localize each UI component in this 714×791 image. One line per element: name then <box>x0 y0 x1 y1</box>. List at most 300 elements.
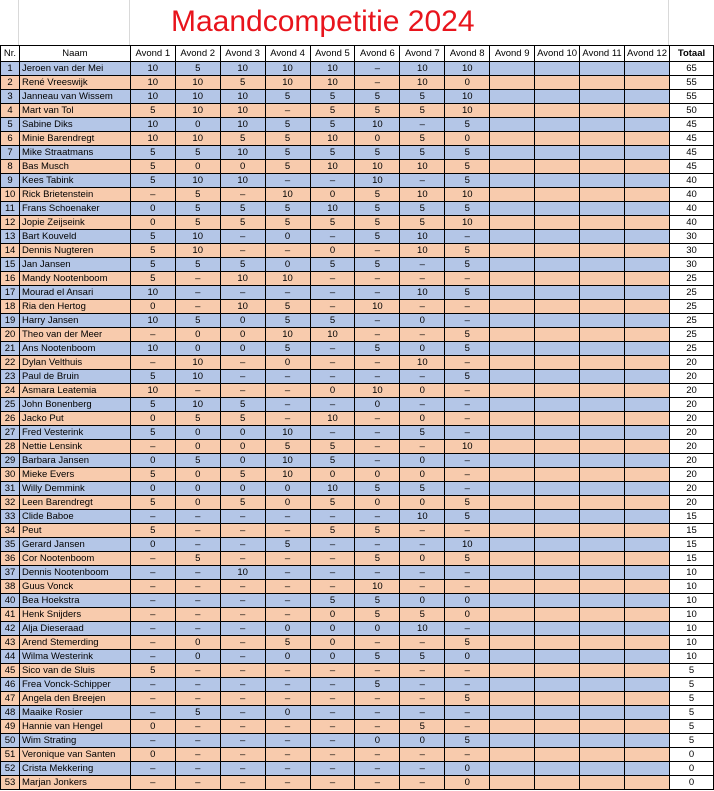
cell-avond-3[interactable]: – <box>220 244 265 258</box>
cell-avond-8[interactable]: 5 <box>445 328 490 342</box>
cell-naam[interactable]: Mourad el Ansari <box>19 286 130 300</box>
cell-avond-11[interactable] <box>580 76 625 90</box>
cell-nr[interactable]: 4 <box>1 104 20 118</box>
cell-avond-7[interactable]: 0 <box>400 734 445 748</box>
cell-avond-8[interactable]: 5 <box>445 342 490 356</box>
cell-avond-3[interactable]: – <box>220 594 265 608</box>
cell-avond-7[interactable]: – <box>400 748 445 762</box>
cell-avond-12[interactable] <box>625 188 670 202</box>
cell-nr[interactable]: 25 <box>1 398 20 412</box>
cell-avond-2[interactable]: 0 <box>175 468 220 482</box>
cell-avond-5[interactable]: – <box>310 342 355 356</box>
header-avond-8[interactable]: Avond 8 <box>445 46 490 62</box>
cell-nr[interactable]: 27 <box>1 426 20 440</box>
cell-avond-6[interactable]: – <box>355 328 400 342</box>
cell-naam[interactable]: Fred Vesterink <box>19 426 130 440</box>
cell-avond-6[interactable]: 10 <box>355 174 400 188</box>
cell-avond-7[interactable]: 10 <box>400 286 445 300</box>
cell-avond-2[interactable]: 10 <box>175 76 220 90</box>
cell-avond-5[interactable]: 5 <box>310 118 355 132</box>
cell-avond-1[interactable]: 0 <box>130 720 175 734</box>
cell-avond-7[interactable]: 0 <box>400 454 445 468</box>
cell-avond-11[interactable] <box>580 706 625 720</box>
cell-avond-11[interactable] <box>580 678 625 692</box>
cell-avond-3[interactable]: – <box>220 356 265 370</box>
cell-avond-3[interactable]: 10 <box>220 272 265 286</box>
cell-avond-7[interactable]: 0 <box>400 384 445 398</box>
cell-avond-10[interactable] <box>535 622 580 636</box>
cell-totaal[interactable]: 15 <box>670 552 714 566</box>
cell-avond-7[interactable]: 5 <box>400 132 445 146</box>
cell-avond-8[interactable]: 5 <box>445 160 490 174</box>
cell-avond-4[interactable]: 5 <box>265 90 310 104</box>
cell-naam[interactable]: Wilma Westerink <box>19 650 130 664</box>
cell-avond-1[interactable]: – <box>130 510 175 524</box>
cell-avond-4[interactable]: 10 <box>265 272 310 286</box>
cell-avond-9[interactable] <box>490 524 535 538</box>
cell-avond-5[interactable]: 0 <box>310 608 355 622</box>
cell-totaal[interactable]: 45 <box>670 132 714 146</box>
cell-avond-10[interactable] <box>535 734 580 748</box>
cell-avond-5[interactable]: – <box>310 426 355 440</box>
cell-avond-10[interactable] <box>535 342 580 356</box>
cell-avond-10[interactable] <box>535 510 580 524</box>
cell-avond-5[interactable]: 5 <box>310 454 355 468</box>
cell-avond-6[interactable]: 5 <box>355 258 400 272</box>
cell-avond-1[interactable]: 10 <box>130 90 175 104</box>
cell-avond-11[interactable] <box>580 608 625 622</box>
cell-avond-7[interactable]: – <box>400 538 445 552</box>
cell-avond-12[interactable] <box>625 104 670 118</box>
cell-nr[interactable]: 33 <box>1 510 20 524</box>
cell-avond-10[interactable] <box>535 328 580 342</box>
cell-avond-10[interactable] <box>535 258 580 272</box>
cell-avond-10[interactable] <box>535 454 580 468</box>
cell-avond-12[interactable] <box>625 524 670 538</box>
cell-avond-1[interactable]: 0 <box>130 300 175 314</box>
header-avond-3[interactable]: Avond 3 <box>220 46 265 62</box>
cell-avond-10[interactable] <box>535 286 580 300</box>
cell-avond-7[interactable]: 0 <box>400 594 445 608</box>
cell-avond-6[interactable]: – <box>355 440 400 454</box>
cell-avond-12[interactable] <box>625 636 670 650</box>
cell-avond-4[interactable]: 0 <box>265 496 310 510</box>
cell-avond-4[interactable]: – <box>265 678 310 692</box>
cell-avond-3[interactable]: – <box>220 286 265 300</box>
cell-avond-4[interactable]: 10 <box>265 328 310 342</box>
cell-avond-3[interactable]: 10 <box>220 300 265 314</box>
cell-avond-4[interactable]: 10 <box>265 454 310 468</box>
cell-avond-11[interactable] <box>580 146 625 160</box>
cell-avond-1[interactable]: – <box>130 776 175 790</box>
cell-avond-11[interactable] <box>580 566 625 580</box>
cell-naam[interactable]: Sabine Diks <box>19 118 130 132</box>
cell-avond-3[interactable]: 5 <box>220 76 265 90</box>
cell-avond-12[interactable] <box>625 734 670 748</box>
cell-naam[interactable]: Frans Schoenaker <box>19 202 130 216</box>
cell-totaal[interactable]: 5 <box>670 678 714 692</box>
cell-avond-7[interactable]: 10 <box>400 76 445 90</box>
cell-naam[interactable]: Janneau van Wissem <box>19 90 130 104</box>
cell-avond-6[interactable]: 10 <box>355 118 400 132</box>
cell-avond-10[interactable] <box>535 412 580 426</box>
cell-avond-1[interactable]: 10 <box>130 76 175 90</box>
cell-avond-3[interactable]: 10 <box>220 104 265 118</box>
cell-avond-1[interactable]: – <box>130 594 175 608</box>
cell-avond-4[interactable]: – <box>265 664 310 678</box>
cell-avond-1[interactable]: – <box>130 356 175 370</box>
cell-nr[interactable]: 8 <box>1 160 20 174</box>
cell-totaal[interactable]: 5 <box>670 706 714 720</box>
cell-avond-9[interactable] <box>490 692 535 706</box>
cell-avond-10[interactable] <box>535 426 580 440</box>
cell-avond-5[interactable]: 5 <box>310 146 355 160</box>
cell-avond-7[interactable]: 10 <box>400 622 445 636</box>
cell-avond-2[interactable]: – <box>175 300 220 314</box>
cell-avond-9[interactable] <box>490 594 535 608</box>
cell-avond-9[interactable] <box>490 230 535 244</box>
cell-avond-5[interactable]: – <box>310 300 355 314</box>
cell-avond-2[interactable]: 10 <box>175 104 220 118</box>
cell-avond-5[interactable]: 10 <box>310 62 355 76</box>
cell-avond-1[interactable]: 0 <box>130 202 175 216</box>
cell-totaal[interactable]: 45 <box>670 146 714 160</box>
cell-avond-5[interactable]: – <box>310 776 355 790</box>
cell-avond-1[interactable]: – <box>130 734 175 748</box>
cell-avond-8[interactable]: – <box>445 706 490 720</box>
cell-avond-7[interactable]: – <box>400 272 445 286</box>
cell-totaal[interactable]: 5 <box>670 720 714 734</box>
cell-avond-1[interactable]: – <box>130 650 175 664</box>
cell-avond-3[interactable]: – <box>220 748 265 762</box>
cell-avond-11[interactable] <box>580 594 625 608</box>
cell-avond-6[interactable]: – <box>355 244 400 258</box>
cell-avond-4[interactable]: 5 <box>265 314 310 328</box>
cell-avond-3[interactable]: 10 <box>220 566 265 580</box>
cell-nr[interactable]: 26 <box>1 412 20 426</box>
cell-avond-12[interactable] <box>625 272 670 286</box>
cell-avond-6[interactable]: 10 <box>355 580 400 594</box>
cell-avond-3[interactable]: – <box>220 734 265 748</box>
cell-avond-2[interactable]: – <box>175 734 220 748</box>
cell-avond-6[interactable]: 5 <box>355 650 400 664</box>
cell-avond-3[interactable]: – <box>220 538 265 552</box>
cell-naam[interactable]: Marjan Jonkers <box>19 776 130 790</box>
cell-avond-6[interactable]: – <box>355 454 400 468</box>
cell-nr[interactable]: 35 <box>1 538 20 552</box>
cell-totaal[interactable]: 20 <box>670 496 714 510</box>
cell-avond-8[interactable]: 5 <box>445 202 490 216</box>
cell-avond-12[interactable] <box>625 622 670 636</box>
cell-totaal[interactable]: 55 <box>670 90 714 104</box>
cell-avond-11[interactable] <box>580 384 625 398</box>
cell-avond-8[interactable]: 5 <box>445 552 490 566</box>
cell-avond-12[interactable] <box>625 664 670 678</box>
cell-avond-7[interactable]: – <box>400 706 445 720</box>
cell-avond-5[interactable]: 0 <box>310 188 355 202</box>
cell-avond-10[interactable] <box>535 272 580 286</box>
cell-avond-9[interactable] <box>490 244 535 258</box>
cell-avond-12[interactable] <box>625 356 670 370</box>
cell-totaal[interactable]: 30 <box>670 230 714 244</box>
cell-avond-6[interactable]: 5 <box>355 608 400 622</box>
cell-avond-12[interactable] <box>625 762 670 776</box>
cell-avond-7[interactable]: 5 <box>400 216 445 230</box>
cell-avond-7[interactable]: 5 <box>400 426 445 440</box>
cell-naam[interactable]: Jan Jansen <box>19 258 130 272</box>
cell-avond-9[interactable] <box>490 356 535 370</box>
cell-avond-10[interactable] <box>535 748 580 762</box>
cell-avond-6[interactable]: 5 <box>355 594 400 608</box>
cell-nr[interactable]: 11 <box>1 202 20 216</box>
cell-avond-11[interactable] <box>580 272 625 286</box>
cell-avond-12[interactable] <box>625 608 670 622</box>
cell-avond-4[interactable]: 5 <box>265 160 310 174</box>
cell-avond-1[interactable]: – <box>130 580 175 594</box>
cell-naam[interactable]: Sico van de Sluis <box>19 664 130 678</box>
cell-avond-8[interactable]: – <box>445 412 490 426</box>
cell-avond-3[interactable]: 0 <box>220 482 265 496</box>
cell-avond-10[interactable] <box>535 244 580 258</box>
cell-avond-4[interactable]: 5 <box>265 216 310 230</box>
cell-avond-8[interactable]: – <box>445 664 490 678</box>
cell-avond-2[interactable]: – <box>175 538 220 552</box>
cell-avond-2[interactable]: 0 <box>175 160 220 174</box>
cell-avond-2[interactable]: – <box>175 608 220 622</box>
cell-avond-9[interactable] <box>490 566 535 580</box>
cell-avond-11[interactable] <box>580 216 625 230</box>
cell-naam[interactable]: Mart van Tol <box>19 104 130 118</box>
cell-avond-3[interactable]: 5 <box>220 468 265 482</box>
cell-avond-2[interactable]: 10 <box>175 356 220 370</box>
cell-avond-7[interactable]: – <box>400 692 445 706</box>
cell-avond-10[interactable] <box>535 216 580 230</box>
cell-nr[interactable]: 9 <box>1 174 20 188</box>
cell-nr[interactable]: 48 <box>1 706 20 720</box>
cell-naam[interactable]: Bea Hoekstra <box>19 594 130 608</box>
cell-avond-11[interactable] <box>580 650 625 664</box>
cell-nr[interactable]: 10 <box>1 188 20 202</box>
cell-avond-9[interactable] <box>490 496 535 510</box>
cell-avond-4[interactable]: – <box>265 286 310 300</box>
cell-avond-5[interactable]: – <box>310 748 355 762</box>
cell-avond-4[interactable]: – <box>265 566 310 580</box>
cell-avond-7[interactable]: – <box>400 580 445 594</box>
cell-avond-4[interactable]: – <box>265 552 310 566</box>
cell-avond-2[interactable]: 5 <box>175 188 220 202</box>
cell-avond-11[interactable] <box>580 300 625 314</box>
cell-avond-1[interactable]: 10 <box>130 314 175 328</box>
cell-avond-1[interactable]: 5 <box>130 664 175 678</box>
cell-avond-5[interactable]: – <box>310 286 355 300</box>
cell-avond-10[interactable] <box>535 188 580 202</box>
cell-avond-3[interactable]: 5 <box>220 132 265 146</box>
cell-avond-7[interactable]: 5 <box>400 482 445 496</box>
cell-avond-6[interactable]: – <box>355 286 400 300</box>
cell-avond-12[interactable] <box>625 426 670 440</box>
cell-avond-6[interactable]: 10 <box>355 384 400 398</box>
cell-avond-9[interactable] <box>490 258 535 272</box>
cell-naam[interactable]: Frea Vonck-Schipper <box>19 678 130 692</box>
cell-avond-11[interactable] <box>580 720 625 734</box>
cell-avond-10[interactable] <box>535 76 580 90</box>
cell-naam[interactable]: René Vreeswijk <box>19 76 130 90</box>
cell-nr[interactable]: 36 <box>1 552 20 566</box>
cell-avond-5[interactable]: – <box>310 720 355 734</box>
cell-avond-12[interactable] <box>625 258 670 272</box>
cell-avond-1[interactable]: 5 <box>130 370 175 384</box>
cell-avond-5[interactable]: 10 <box>310 328 355 342</box>
cell-avond-8[interactable]: 0 <box>445 76 490 90</box>
cell-naam[interactable]: Harry Jansen <box>19 314 130 328</box>
cell-avond-3[interactable]: – <box>220 188 265 202</box>
cell-avond-7[interactable]: 5 <box>400 608 445 622</box>
cell-avond-9[interactable] <box>490 90 535 104</box>
cell-avond-9[interactable] <box>490 104 535 118</box>
cell-avond-12[interactable] <box>625 594 670 608</box>
cell-avond-4[interactable]: 10 <box>265 468 310 482</box>
cell-avond-12[interactable] <box>625 468 670 482</box>
cell-avond-8[interactable]: 0 <box>445 132 490 146</box>
cell-avond-4[interactable]: 10 <box>265 62 310 76</box>
cell-avond-2[interactable]: – <box>175 692 220 706</box>
cell-avond-9[interactable] <box>490 314 535 328</box>
cell-avond-9[interactable] <box>490 370 535 384</box>
cell-avond-11[interactable] <box>580 244 625 258</box>
cell-avond-11[interactable] <box>580 734 625 748</box>
cell-avond-4[interactable]: – <box>265 720 310 734</box>
cell-avond-7[interactable]: 5 <box>400 650 445 664</box>
cell-avond-10[interactable] <box>535 202 580 216</box>
cell-avond-9[interactable] <box>490 160 535 174</box>
cell-avond-8[interactable]: – <box>445 720 490 734</box>
cell-avond-6[interactable]: – <box>355 62 400 76</box>
cell-avond-1[interactable]: 0 <box>130 412 175 426</box>
cell-avond-3[interactable]: 0 <box>220 426 265 440</box>
cell-nr[interactable]: 50 <box>1 734 20 748</box>
cell-naam[interactable]: Mike Straatmans <box>19 146 130 160</box>
cell-naam[interactable]: Cor Nootenboom <box>19 552 130 566</box>
cell-avond-12[interactable] <box>625 398 670 412</box>
cell-avond-9[interactable] <box>490 734 535 748</box>
cell-avond-2[interactable]: 0 <box>175 482 220 496</box>
cell-avond-10[interactable] <box>535 650 580 664</box>
cell-avond-11[interactable] <box>580 776 625 790</box>
cell-avond-11[interactable] <box>580 412 625 426</box>
cell-avond-5[interactable]: – <box>310 552 355 566</box>
cell-avond-3[interactable]: – <box>220 608 265 622</box>
cell-avond-2[interactable]: – <box>175 678 220 692</box>
cell-totaal[interactable]: 10 <box>670 580 714 594</box>
cell-totaal[interactable]: 25 <box>670 328 714 342</box>
cell-avond-11[interactable] <box>580 426 625 440</box>
cell-avond-8[interactable]: 5 <box>445 244 490 258</box>
cell-avond-1[interactable]: 0 <box>130 216 175 230</box>
cell-avond-12[interactable] <box>625 566 670 580</box>
cell-avond-10[interactable] <box>535 636 580 650</box>
cell-avond-5[interactable]: 0 <box>310 384 355 398</box>
cell-avond-5[interactable]: – <box>310 762 355 776</box>
cell-avond-12[interactable] <box>625 580 670 594</box>
cell-naam[interactable]: Veronique van Santen <box>19 748 130 762</box>
cell-avond-10[interactable] <box>535 580 580 594</box>
cell-avond-8[interactable]: – <box>445 272 490 286</box>
cell-avond-11[interactable] <box>580 510 625 524</box>
cell-avond-4[interactable]: 10 <box>265 76 310 90</box>
cell-avond-8[interactable]: 0 <box>445 594 490 608</box>
cell-naam[interactable]: Rick Brietenstein <box>19 188 130 202</box>
cell-avond-1[interactable]: – <box>130 692 175 706</box>
cell-avond-10[interactable] <box>535 468 580 482</box>
cell-avond-5[interactable]: – <box>310 230 355 244</box>
cell-avond-2[interactable]: – <box>175 762 220 776</box>
cell-avond-3[interactable]: – <box>220 678 265 692</box>
cell-nr[interactable]: 32 <box>1 496 20 510</box>
cell-avond-11[interactable] <box>580 258 625 272</box>
cell-avond-6[interactable]: 0 <box>355 398 400 412</box>
cell-avond-5[interactable]: 5 <box>310 104 355 118</box>
cell-totaal[interactable]: 40 <box>670 174 714 188</box>
cell-avond-4[interactable]: – <box>265 104 310 118</box>
cell-avond-8[interactable]: – <box>445 678 490 692</box>
cell-avond-11[interactable] <box>580 314 625 328</box>
cell-avond-7[interactable]: 10 <box>400 160 445 174</box>
cell-avond-4[interactable]: – <box>265 398 310 412</box>
cell-avond-12[interactable] <box>625 174 670 188</box>
cell-avond-3[interactable]: – <box>220 384 265 398</box>
cell-nr[interactable]: 7 <box>1 146 20 160</box>
cell-avond-9[interactable] <box>490 482 535 496</box>
cell-avond-8[interactable]: 5 <box>445 370 490 384</box>
cell-avond-5[interactable]: 10 <box>310 76 355 90</box>
cell-avond-12[interactable] <box>625 328 670 342</box>
cell-totaal[interactable]: 20 <box>670 482 714 496</box>
cell-avond-5[interactable]: 5 <box>310 496 355 510</box>
cell-avond-3[interactable]: 5 <box>220 496 265 510</box>
cell-avond-12[interactable] <box>625 342 670 356</box>
cell-avond-5[interactable]: 5 <box>310 594 355 608</box>
cell-avond-8[interactable]: 0 <box>445 650 490 664</box>
cell-totaal[interactable]: 25 <box>670 286 714 300</box>
cell-avond-2[interactable]: – <box>175 748 220 762</box>
cell-naam[interactable]: Maaike Rosier <box>19 706 130 720</box>
cell-avond-3[interactable]: – <box>220 762 265 776</box>
cell-avond-12[interactable] <box>625 160 670 174</box>
cell-avond-5[interactable]: 0 <box>310 244 355 258</box>
cell-avond-1[interactable]: 10 <box>130 118 175 132</box>
cell-naam[interactable]: Crista Mekkering <box>19 762 130 776</box>
cell-avond-8[interactable]: 10 <box>445 216 490 230</box>
cell-avond-8[interactable]: 0 <box>445 608 490 622</box>
cell-avond-6[interactable]: – <box>355 356 400 370</box>
cell-naam[interactable]: Clide Baboe <box>19 510 130 524</box>
cell-avond-5[interactable]: 10 <box>310 412 355 426</box>
cell-avond-3[interactable]: – <box>220 580 265 594</box>
cell-avond-3[interactable]: – <box>220 370 265 384</box>
cell-nr[interactable]: 19 <box>1 314 20 328</box>
cell-avond-10[interactable] <box>535 608 580 622</box>
cell-avond-7[interactable]: – <box>400 776 445 790</box>
cell-totaal[interactable]: 0 <box>670 776 714 790</box>
cell-avond-7[interactable]: 5 <box>400 146 445 160</box>
cell-avond-9[interactable] <box>490 454 535 468</box>
cell-avond-8[interactable]: – <box>445 300 490 314</box>
cell-nr[interactable]: 42 <box>1 622 20 636</box>
cell-avond-10[interactable] <box>535 496 580 510</box>
cell-avond-8[interactable]: 5 <box>445 286 490 300</box>
cell-avond-2[interactable]: – <box>175 594 220 608</box>
header-avond-12[interactable]: Avond 12 <box>625 46 670 62</box>
